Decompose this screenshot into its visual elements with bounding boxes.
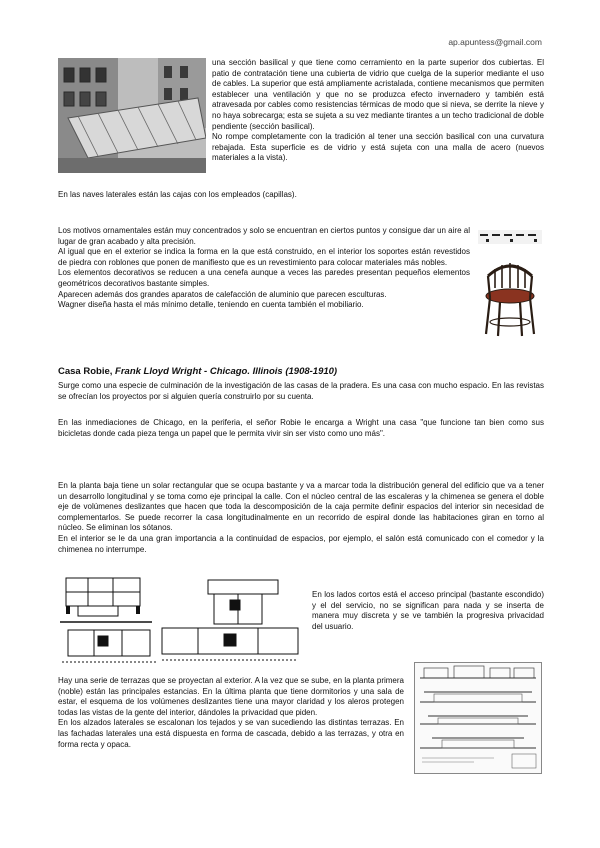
robie-paragraph-7: En los alzados laterales se escalonan los tejados y se van sucediendo las distintas terrazas. En las fachadas laterales una está dispuesta en forma de cascada, debido a las terrazas, y otra en forma recta y opaca. (58, 718, 404, 749)
ornament-frieze-image (478, 230, 542, 244)
robie-paragraph-2: En las inmediaciones de Chicago, en la periferia, el señor Robie le encarga a Wright una casa "que funcione tan bien como sus bicicletas donde cada pieza tenga un papel que le permita vivir sin ser visto como uno más". (58, 418, 544, 438)
wagner-chair-image (478, 256, 542, 338)
section2-paragraph: Al igual que en el exterior se indica la forma en la que está construido, en el interior los soportes están revestidos de piedra con roblones que ponen de manifiesto que es un revestimiento para colocar materiales más nobles. (58, 247, 470, 267)
section1-paragraph: una sección basilical y que tiene como cerramiento en la parte superior dos cubiertas. El patio de contratación tiene una cubierta de vidrio que cuelga de la superior mediante el uso de cables. La superior que está ampliamente acristalada, contiene mecanismos que permiten establecer una ventilación y que no se produzca efecto invernadero y también está atravesada por cables como resistencias térmicas de modo que si nieva, se derrite la nieve y no haya sobrecarga; esta se sujeta a su vez mediante tirantes a un techo tradicional de doble pendiente (sección basilical). (212, 58, 544, 131)
section1-text (212, 58, 544, 164)
section2-paragraph: Los motivos ornamentales están muy concentrados y solo se encuentran en ciertos puntos y consigue dar un aire al lugar de gran acabado y alta precisión. (58, 226, 470, 246)
robie-paragraph-1: Surge como una especie de culminación de la investigación de las casas de la pradera. Es una casa con mucho espacio. En las revistas se ofrecían los proyectos por si alguien quería construirlo por su cuenta. (58, 381, 544, 401)
robie-title (58, 366, 337, 377)
section2-paragraph: Wagner diseña hasta el más mínimo detalle, teniendo en cuenta también el mobiliario. (58, 300, 364, 310)
section2-paragraph: Aparecen además dos grandes aparatos de calefacción de aluminio que parecen esculturas. (58, 289, 387, 299)
section1-paragraph: No rompe completamente con la tradición al tener una sección basilical con una curvatura rebajada. Esta superficie es de vidrio y está sujeta con una malla de acero (nuevos materiales a la vista). (212, 132, 544, 163)
robie-paragraph-4: En el interior se le da una gran importancia a la continuidad de espacios, por ejemplo, el salón está comunicado con el comedor y la chimenea no interrumpe. (58, 533, 544, 554)
robie-paragraph-5: En los lados cortos está el acceso principal (bastante escondido) y el del servicio, no se significan para nada y se inserta de manera muy discreta y se ve también la progresiva privacidad del usuario. (312, 590, 544, 631)
section2-text (58, 226, 470, 311)
robie-elevations-image (414, 662, 542, 774)
robie-paragraph-3: En la planta baja tiene un solar rectangular que se ocupa bastante y va a marcar toda la distribución general del edificio que va a tener un desarrollo longitudinal y se toma como eje principal la calle. Con el núcleo central de las escaleras y la chimenea se genera el doble eje de volúmenes deslizantes que hacen que toda la descomposición de la caja permite definir espacios del interior sin necesidad de complementarlos. Se puede recorrer la casa longitudinalmente en un recorrido de espiral donde las habitaciones giran en torno al núcleo. Se eliminan los sótanos. (58, 481, 544, 533)
section2-paragraph: Los elementos decorativos se reducen a una cenefa aunque a veces las paredes presentan pequeños elementos geométricos decorativos bastante simples. (58, 268, 470, 288)
header-email: ap.apuntess@gmail.com (448, 37, 542, 47)
robie-floor-plans-image (58, 570, 304, 670)
bank-hall-photo (58, 58, 206, 173)
robie-paragraph-6: Hay una serie de terrazas que se proyectan al exterior. A la vez que se sube, en la planta primera (noble) están las principales estancias. En la última planta que tiene dormitorios y una sala de estar, el esquema de los volúmenes deslizantes tiene una mayor claridad y los aleros protegen todas las vistas de la gente del interior, dándoles la privacidad que piden. (58, 676, 404, 717)
robie-block-6 (58, 676, 404, 750)
robie-title-italic: Frank Lloyd Wright - Chicago. Illinois (1908-1910) (115, 366, 338, 377)
robie-title-plain: Casa Robie, (58, 366, 116, 377)
section1-fullwidth: En las naves laterales están las cajas con los empleados (capillas). (58, 190, 297, 199)
robie-block-3 (58, 481, 544, 555)
